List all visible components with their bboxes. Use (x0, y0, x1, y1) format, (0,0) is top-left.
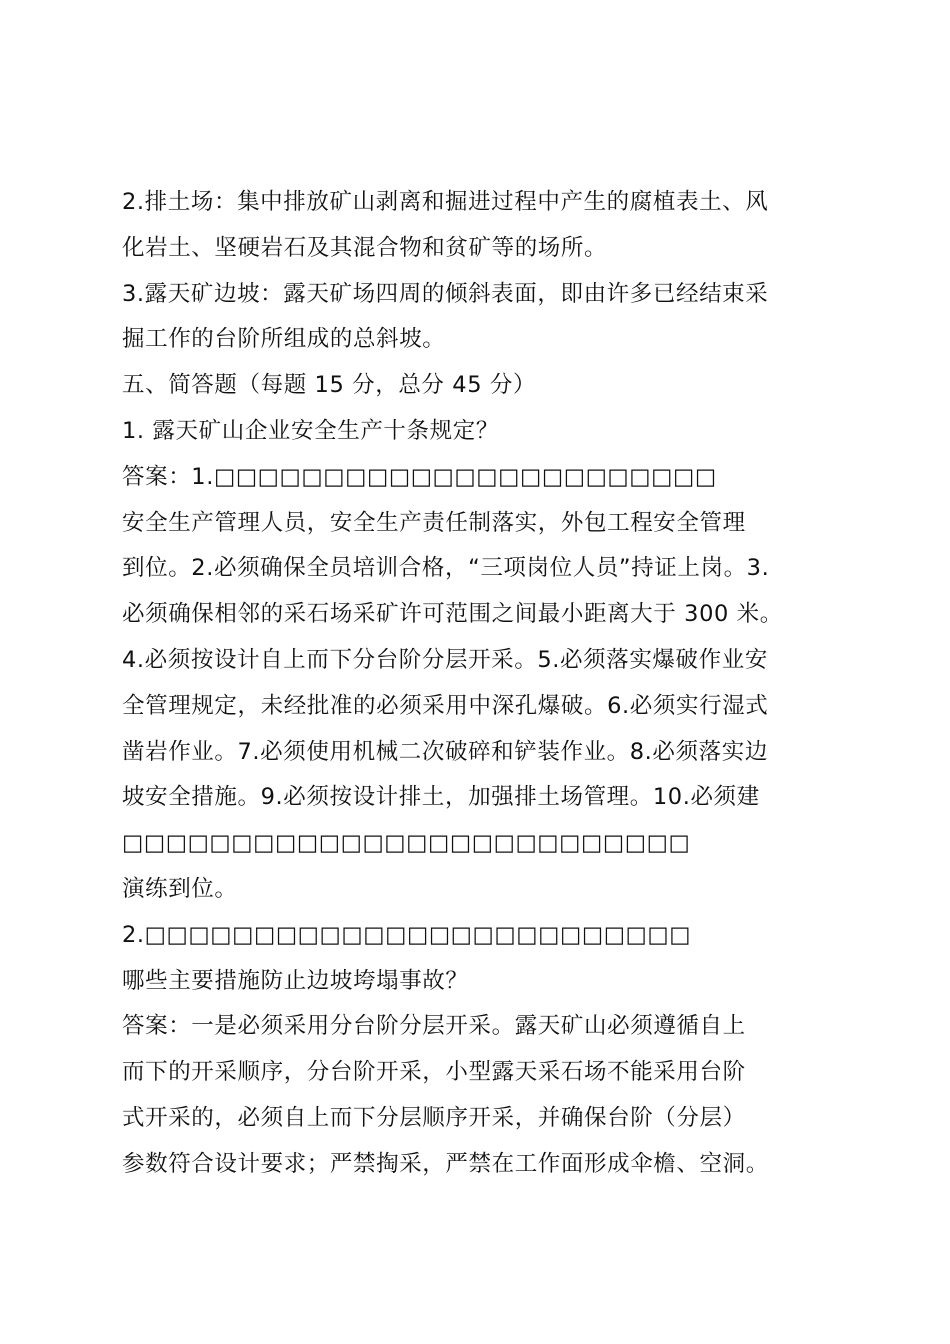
text-line: 而下的开采顺序，分台阶开采，小型露天采石场不能采用台阶 (122, 1059, 746, 1086)
question-title: 1. 露天矿山企业安全生产十条规定？ (122, 417, 499, 444)
text-line: 凿岩作业。7.必须使用机械二次破碎和铲装作业。8.必须落实边 (122, 738, 768, 765)
text-line: 4.必须按设计自上而下分台阶分层开采。5.必须落实爆破作业安 (122, 646, 768, 673)
text-line: 安全生产管理人员，安全生产责任制落实，外包工程安全管理 (122, 509, 746, 536)
text-line: 式开采的，必须自上而下分层顺序开采，并确保台阶（分层） (122, 1104, 746, 1131)
text-line: 全管理规定，未经批准的必须采用中深孔爆破。6.必须实行湿式 (122, 692, 769, 719)
text-line: □□□□□□□□□□□□□□□□□□□□□□□□□□ (122, 830, 691, 857)
text-line: 演练到位。 (122, 875, 238, 902)
text-line: 坡安全措施。9.必须按设计排土，加强排土场管理。10.必须建 (122, 784, 760, 811)
section-heading: 五、简答题（每题 15 分，总分 45 分） (122, 372, 537, 399)
document-body (122, 180, 836, 1188)
text-line: 哪些主要措施防止边坡垮塌事故？ (122, 967, 469, 994)
text-line: 到位。2.必须确保全员培训合格，“三项岗位人员”持证上岗。3. (122, 555, 770, 582)
answer-line: 答案：一是必须采用分台阶分层开采。露天矿山必须遵循自上 (122, 1013, 746, 1040)
text-line: 化岩土、坚硬岩石及其混合物和贫矿等的场所。 (122, 234, 608, 261)
text-line: 参数符合设计要求；严禁掏采，严禁在工作面形成伞檐、空洞。 (122, 1150, 769, 1177)
text-line: 2.排土场：集中排放矿山剥离和掘进过程中产生的腐植表土、风 (122, 189, 769, 215)
answer-line: 答案：1.□□□□□□□□□□□□□□□□□□□□□□□ (122, 463, 717, 490)
text-line: 必须确保相邻的采石场采矿许可范围之间最小距离大于 300 米。 (122, 601, 783, 628)
question-title: 2.□□□□□□□□□□□□□□□□□□□□□□□□□ (122, 921, 692, 948)
text-line: 3.露天矿边坡：露天矿场四周的倾斜表面，即由许多已经结束采 (122, 280, 769, 307)
text-line: 掘工作的台阶所组成的总斜坡。 (122, 326, 446, 353)
